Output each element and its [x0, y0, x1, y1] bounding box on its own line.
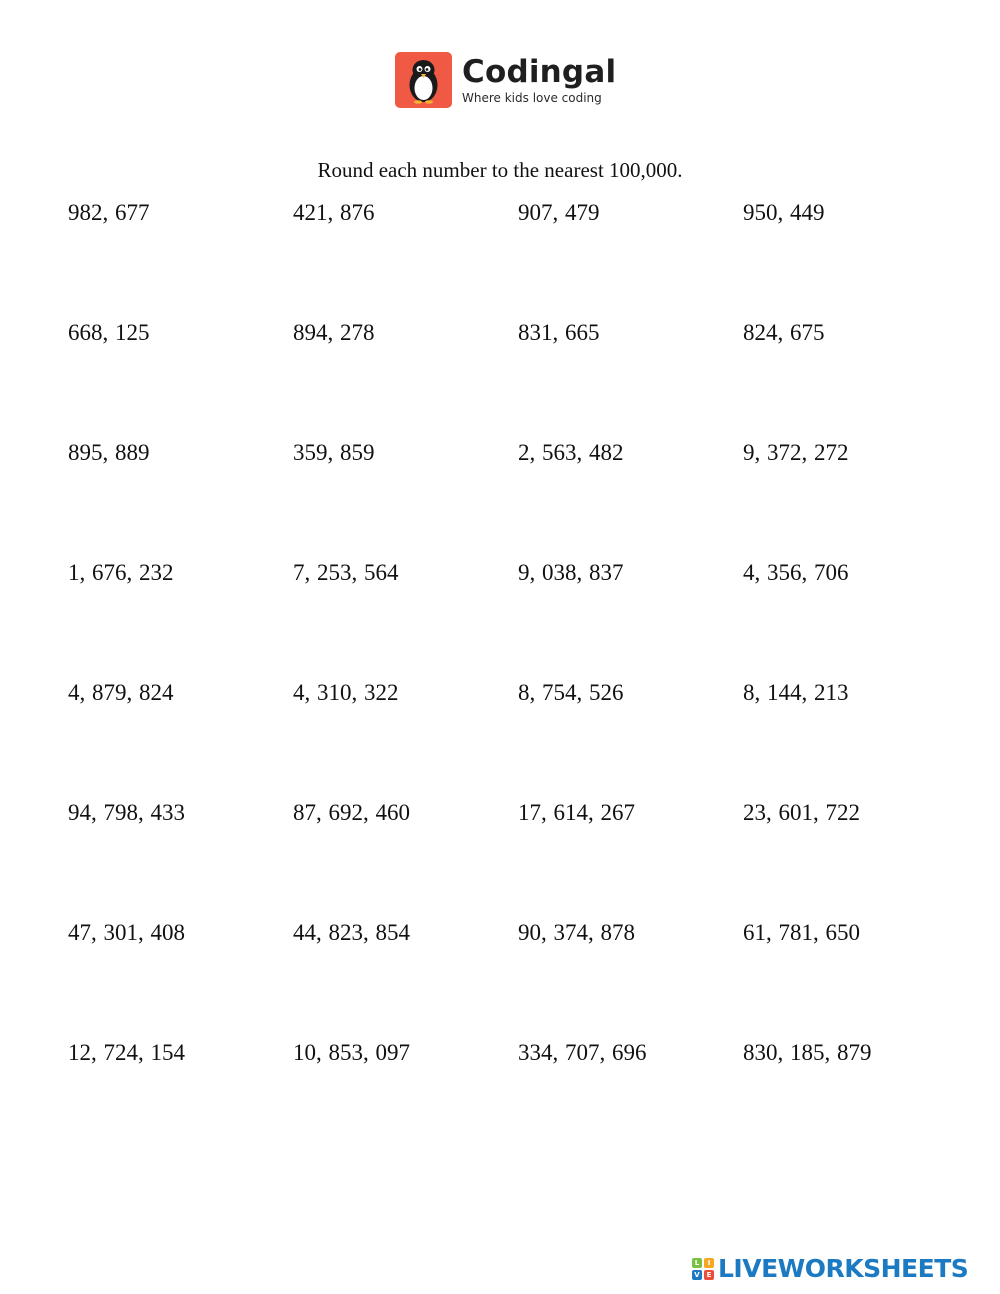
problem-number: 334, 707, 696 [518, 1040, 647, 1065]
problem-number: 61, 781, 650 [743, 920, 860, 945]
problem-number: 8, 754, 526 [518, 680, 624, 705]
problem-number: 12, 724, 154 [68, 1040, 185, 1065]
problem-number: 830, 185, 879 [743, 1040, 872, 1065]
problem-number: 907, 479 [518, 200, 600, 225]
problem-number: 7, 253, 564 [293, 560, 399, 585]
problem-number: 895, 889 [68, 440, 150, 465]
liveworksheets-watermark [692, 1254, 968, 1283]
problem-number: 359, 859 [293, 440, 375, 465]
watermark-text: LIVEWORKSHEETS [718, 1254, 969, 1283]
problem-number: 421, 876 [293, 200, 375, 225]
problem-number: 894, 278 [293, 320, 375, 345]
instruction-text: Round each number to the nearest 100,000. [317, 158, 683, 182]
problem-number: 2, 563, 482 [518, 440, 624, 465]
problem-number: 9, 372, 272 [743, 440, 849, 465]
problem-row [68, 439, 968, 559]
problem-row [68, 319, 968, 439]
brand-name: Codingal [462, 54, 617, 90]
problem-number: 44, 823, 854 [293, 920, 410, 945]
problem-number: 47, 301, 408 [68, 920, 185, 945]
problem-row [68, 559, 968, 679]
codingal-logo [395, 52, 616, 108]
penguin-icon [395, 52, 452, 108]
problem-number: 87, 692, 460 [293, 800, 410, 825]
problem-number: 824, 675 [743, 320, 825, 345]
problem-number: 831, 665 [518, 320, 600, 345]
logo-block-v: V [692, 1270, 702, 1280]
problem-number: 10, 853, 097 [293, 1040, 410, 1065]
brand-tagline: Where kids love coding [462, 91, 602, 105]
problem-number: 4, 310, 322 [293, 680, 399, 705]
problem-number: 1, 676, 232 [68, 560, 174, 585]
problem-number: 4, 879, 824 [68, 680, 174, 705]
problem-number: 17, 614, 267 [518, 800, 635, 825]
problem-row [68, 919, 968, 1039]
problem-number: 90, 374, 878 [518, 920, 635, 945]
logo-block-l: L [692, 1258, 702, 1268]
problem-number: 950, 449 [743, 200, 825, 225]
problem-number: 9, 038, 837 [518, 560, 624, 585]
logo-block-e: E [704, 1270, 714, 1280]
problem-number: 23, 601, 722 [743, 800, 860, 825]
problem-number: 982, 677 [68, 200, 150, 225]
problem-row [68, 679, 968, 799]
problem-grid [68, 199, 968, 1159]
liveworksheets-logo-icon [692, 1258, 714, 1280]
problem-row [68, 199, 968, 319]
logo-block-i: I [704, 1258, 714, 1268]
problem-number: 668, 125 [68, 320, 150, 345]
problem-number: 94, 798, 433 [68, 800, 185, 825]
problem-row [68, 1039, 968, 1159]
problem-number: 4, 356, 706 [743, 560, 849, 585]
problem-row [68, 799, 968, 919]
problem-number: 8, 144, 213 [743, 680, 849, 705]
